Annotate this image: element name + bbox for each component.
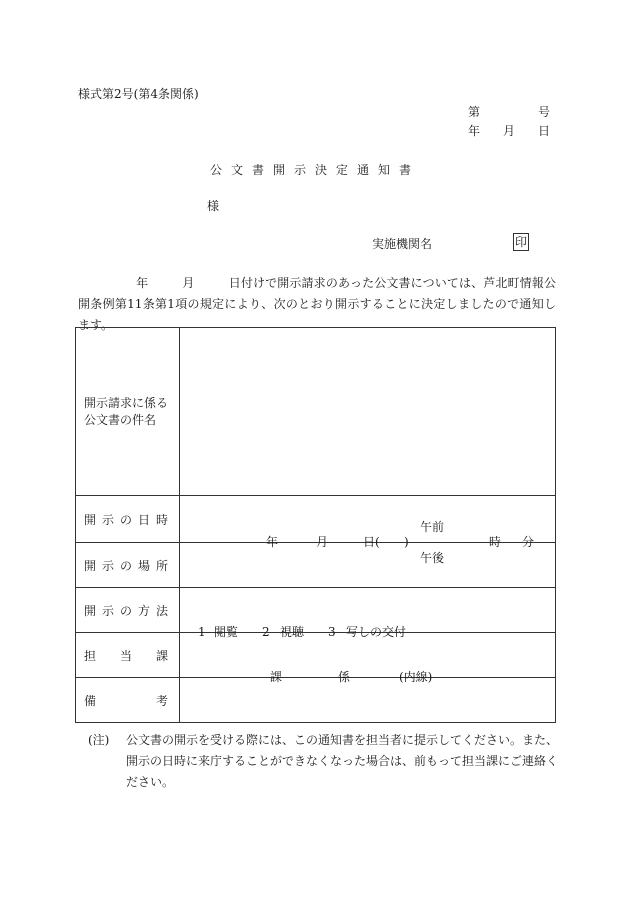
dt-hour: 時 [489, 535, 502, 549]
label-char: 備 [84, 693, 97, 708]
label-char: 日 [137, 512, 150, 527]
label-char: 開 [84, 558, 97, 573]
note-text: 公文書の開示を受ける際には、この通知書を担当者に提示してください。また、開示の日時に来庁することができなくなった場合は、前もって担当課にご連絡ください。 [126, 733, 559, 789]
datetime-label [76, 496, 180, 543]
disclosure-details-table [75, 327, 556, 723]
place-label [76, 543, 180, 588]
dt-minute: 分 [522, 535, 535, 549]
body-text: 日付けで開示請求のあった公文書については、芦北町情報公開条例第11条第1項の規定により、次のとおり開示することに決定しましたので通知します。 [78, 276, 556, 332]
remarks-label [76, 678, 180, 723]
contact-row [76, 633, 556, 678]
method-row [76, 588, 556, 633]
label-char: 開 [84, 512, 97, 527]
number-prefix: 第 [468, 105, 481, 119]
label-char: 課 [155, 648, 168, 663]
dt-year: 年 [266, 535, 279, 549]
method-1-label: 閲覧 [214, 625, 239, 639]
method-value[interactable] [180, 588, 556, 639]
label-char: 考 [155, 693, 168, 708]
method-3-label: 写しの交付 [346, 625, 407, 639]
date-day: 日 [537, 124, 550, 138]
remarks-value[interactable] [180, 678, 556, 723]
issue-date-line [468, 125, 550, 137]
agency-name-label: 実施機関名 [372, 237, 433, 251]
label-char: の [119, 603, 132, 618]
date-year: 年 [468, 124, 481, 138]
dt-month: 月 [316, 535, 329, 549]
dt-pm: 午後 [420, 551, 445, 565]
label-char: 示 [101, 512, 114, 527]
method-2-label: 視聴 [280, 625, 305, 639]
label-char: 示 [101, 558, 114, 573]
label-char: 法 [155, 603, 168, 618]
contact-extension: (内線) [399, 670, 433, 684]
number-suffix: 号 [537, 105, 550, 119]
label-char: 示 [101, 603, 114, 618]
document-number-line [468, 106, 550, 118]
note-mark: (注) [88, 733, 110, 747]
date-month: 月 [502, 124, 515, 138]
label-char: 時 [155, 512, 168, 527]
label-char: 担 [84, 648, 97, 663]
form-number: 様式第2号(第4条関係) [78, 87, 199, 101]
body-month: 月 [182, 276, 195, 290]
addressee: 様 [207, 199, 220, 213]
contact-section: 課 [270, 670, 283, 684]
dt-am: 午前 [420, 520, 445, 534]
method-3-num: 3 [328, 625, 336, 639]
note [88, 730, 558, 793]
method-1-num: 1 [198, 625, 206, 639]
place-value[interactable] [180, 543, 556, 588]
label-char: の [119, 558, 132, 573]
label-char: 場 [137, 558, 150, 573]
label-char: 当 [119, 648, 132, 663]
contact-label [76, 633, 180, 678]
dt-day: 日( [363, 535, 380, 549]
datetime-row [76, 496, 556, 543]
seal-mark: 印 [514, 235, 527, 249]
contact-value[interactable] [180, 633, 556, 684]
subject-value[interactable] [180, 328, 556, 496]
datetime-value[interactable] [180, 496, 556, 565]
subject-row [76, 328, 556, 496]
place-row [76, 543, 556, 588]
label-char: の [119, 512, 132, 527]
subject-label-line1: 開示請求に係る [84, 395, 169, 410]
subject-label-line2: 公文書の件名 [84, 412, 157, 427]
method-2-num: 2 [262, 625, 270, 639]
label-char: 方 [137, 603, 150, 618]
remarks-row [76, 678, 556, 723]
method-label [76, 588, 180, 633]
document-title: 公文書開示決定通知書 [209, 163, 420, 177]
subject-label [76, 328, 180, 496]
contact-unit: 係 [338, 670, 351, 684]
body-year: 年 [136, 276, 149, 290]
label-char: 所 [155, 558, 168, 573]
label-char: 開 [84, 603, 97, 618]
dt-paren-close: ) [404, 535, 409, 549]
